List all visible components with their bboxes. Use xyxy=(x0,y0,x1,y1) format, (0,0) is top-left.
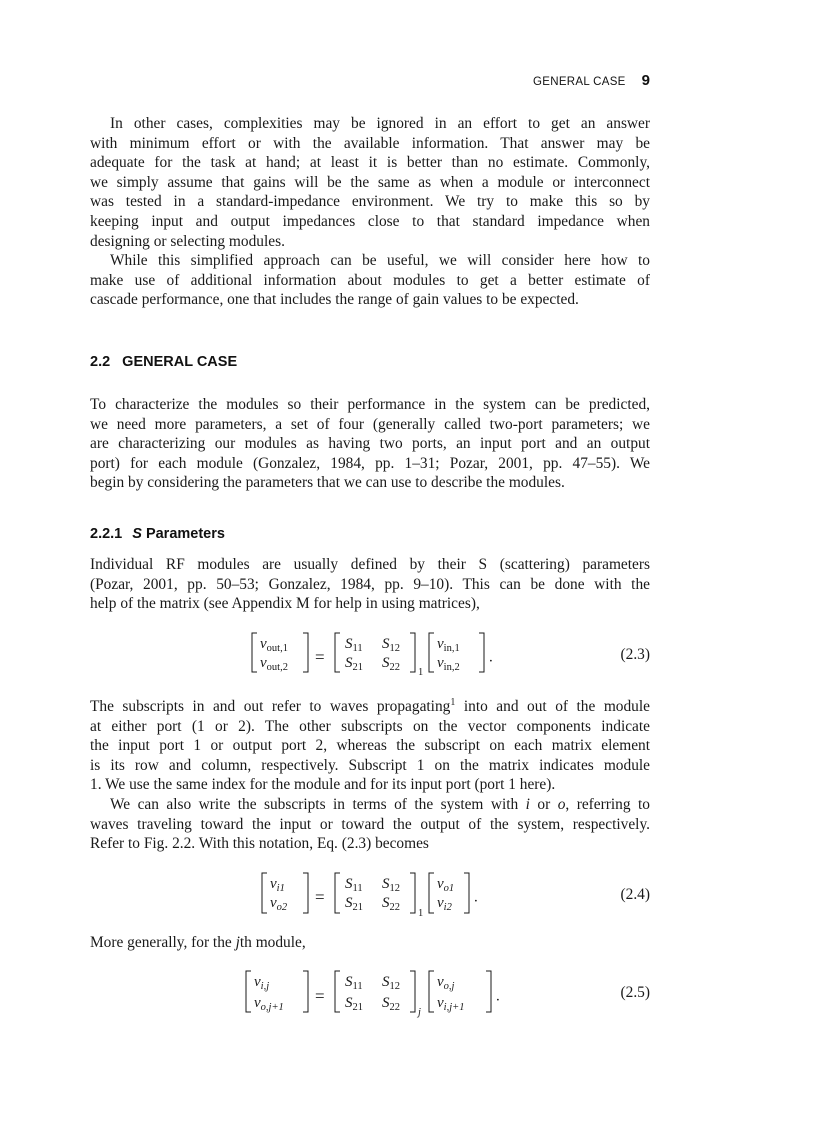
matrix-bracket-right xyxy=(410,971,415,1012)
lhs-bracket-right xyxy=(303,873,308,913)
subsection-title: Parameters xyxy=(141,526,225,542)
rhs-element-2: $v_{i,j+1}$ xyxy=(437,995,465,1013)
intro-paragraph-1 xyxy=(90,114,650,251)
text-line xyxy=(90,795,650,815)
footnote-marker[interactable]: 1 xyxy=(450,696,456,708)
equation-number: (2.5) xyxy=(620,984,650,1001)
equation-number: (2.3) xyxy=(620,646,650,663)
equation-2-5 xyxy=(90,970,650,1018)
text-fragment: into and out of the module xyxy=(455,698,650,715)
lhs-bracket-left xyxy=(252,633,257,672)
equation-period: . xyxy=(474,889,478,906)
subsection-paragraph-3 xyxy=(90,795,650,854)
text-line: keeping input and output impedances close to that standard impedance when xyxy=(90,212,650,230)
section-heading xyxy=(90,354,237,370)
text-line: adequate for the task at hand; at least it is better than no estimate. Commonly, xyxy=(90,154,650,172)
equation-2-5-math xyxy=(90,970,650,1018)
text-line: cascade performance, one that includes the range of gain values to be expected. xyxy=(90,291,579,309)
subsection-heading xyxy=(90,526,225,542)
rhs-bracket-left xyxy=(429,633,434,672)
lhs-bracket-left xyxy=(262,873,267,913)
text-fragment: We can also write the subscripts in terms of the system with xyxy=(110,796,526,813)
text-line: To characterize the modules so their performance in the system can be predicted, xyxy=(90,396,650,413)
equation-2-3-math xyxy=(90,630,650,678)
matrix-element-s22: $S_{22}$ xyxy=(382,895,400,913)
matrix-module-subscript: j xyxy=(418,1007,421,1018)
book-page xyxy=(90,0,650,1123)
text-line xyxy=(90,933,650,953)
matrix-bracket-right xyxy=(410,633,415,672)
text-fragment: or xyxy=(529,796,558,813)
text-line: In other cases, complexities may be ignored in an effort to get an answer xyxy=(110,115,650,132)
matrix-element-s21: $S_{21}$ xyxy=(345,655,363,673)
text-fragment: The subscripts in and out refer to waves propagating xyxy=(90,698,451,715)
rhs-element-2: $v_{i2}$ xyxy=(437,895,452,913)
lhs-element-1: $v_{i1}$ xyxy=(270,876,285,894)
equation-period: . xyxy=(489,649,493,666)
matrix-element-s21: $S_{21}$ xyxy=(345,995,363,1013)
equation-number: (2.4) xyxy=(620,886,650,903)
matrix-element-s12: $S_{12}$ xyxy=(382,974,400,992)
lhs-element-2: $v_{o2}$ xyxy=(270,895,288,913)
text-line: we simply assume that gains will be the same as when a module or interconnect xyxy=(90,173,650,191)
section-number: 2.2 xyxy=(90,354,111,370)
lhs-element-1: $v_{out,1}$ xyxy=(260,636,288,654)
rhs-element-1: $v_{o1}$ xyxy=(437,876,455,894)
lhs-element-2: $v_{out,2}$ xyxy=(260,655,288,673)
rhs-bracket-right xyxy=(464,873,469,913)
text-line: make use of additional information about modules to get a better estimate of xyxy=(90,271,650,289)
text-fragment: More generally, for the xyxy=(90,934,236,951)
lhs-bracket-right xyxy=(303,633,308,672)
subsection-number: 2.2.1 xyxy=(90,526,123,542)
text-fragment: , referring to xyxy=(565,796,650,813)
matrix-element-s12: $S_{12}$ xyxy=(382,636,400,654)
text-line: designing or selecting modules. xyxy=(90,232,285,250)
text-line: at either port (1 or 2). The other subscripts on the vector components indicate xyxy=(90,717,650,735)
text-line: While this simplified approach can be useful, we will consider here how to xyxy=(110,252,650,269)
text-line: was tested in a standard-impedance environment. We try to make this so by xyxy=(90,193,650,211)
text-line: waves traveling toward the input or toward the output of the system, respectively. xyxy=(90,815,650,833)
text-line: help of the matrix (see Appendix M for help in using matrices), xyxy=(90,595,480,613)
text-line xyxy=(90,697,650,717)
text-line: is its row and column, respectively. Subscript 1 on the matrix indicates module xyxy=(90,756,650,774)
equals-sign: = xyxy=(315,986,325,1006)
matrix-element-s11: $S_{11}$ xyxy=(345,974,363,992)
rhs-bracket-left xyxy=(429,873,434,913)
matrix-element-s11: $S_{11}$ xyxy=(345,876,363,894)
running-header xyxy=(533,72,650,89)
matrix-element-s12: $S_{12}$ xyxy=(382,876,400,894)
text-line: (Pozar, 2001, pp. 50–53; Gonzalez, 1984, pp. 9–10). This can be done with the xyxy=(90,575,650,593)
rhs-bracket-right xyxy=(486,971,491,1012)
text-line: Individual RF modules are usually defined by their S (scattering) parameters xyxy=(90,556,650,573)
matrix-bracket-left xyxy=(335,971,340,1012)
subsection-title-symbol: S xyxy=(132,526,142,542)
lhs-element-2: $v_{o,j+1}$ xyxy=(254,995,284,1013)
lhs-bracket-right xyxy=(303,971,308,1012)
rhs-element-1: $v_{in,1}$ xyxy=(437,636,460,654)
equals-sign: = xyxy=(315,887,325,907)
lhs-bracket-left xyxy=(246,971,251,1012)
equation-period: . xyxy=(496,988,500,1005)
lhs-element-1: $v_{i,j}$ xyxy=(254,974,270,992)
matrix-module-subscript: 1 xyxy=(418,667,424,678)
rhs-element-1: $v_{o,j}$ xyxy=(437,974,455,992)
section-title: GENERAL CASE xyxy=(122,354,238,370)
text-line: the input port 1 or output port 2, whereas the subscript on each matrix element xyxy=(90,737,650,755)
matrix-element-s11: $S_{11}$ xyxy=(345,636,363,654)
text-line: Refer to Fig. 2.2. With this notation, Eq. (2.3) becomes xyxy=(90,835,429,853)
section-paragraph xyxy=(90,395,650,493)
matrix-element-s21: $S_{21}$ xyxy=(345,895,363,913)
equals-sign: = xyxy=(315,647,325,667)
matrix-bracket-left xyxy=(335,873,340,913)
page-number: 9 xyxy=(641,72,650,89)
matrix-bracket-right xyxy=(410,873,415,913)
text-line: are characterizing our modules as having two ports, an input port and an output xyxy=(90,435,650,453)
rhs-bracket-left xyxy=(429,971,434,1012)
matrix-element-s22: $S_{22}$ xyxy=(382,655,400,673)
subsection-paragraph-4 xyxy=(90,933,650,953)
rhs-element-2: $v_{in,2}$ xyxy=(437,655,460,673)
text-line: with minimum effort or with the available information. That answer may be xyxy=(90,134,650,152)
subsection-paragraph-1 xyxy=(90,555,650,614)
math-symbol: o xyxy=(557,796,566,813)
matrix-bracket-left xyxy=(335,633,340,672)
text-fragment: th module, xyxy=(239,934,306,951)
math-symbol: j xyxy=(235,934,240,951)
running-title: GENERAL CASE xyxy=(533,76,626,88)
equation-2-4 xyxy=(90,873,650,917)
equation-2-3 xyxy=(90,630,650,678)
equation-2-4-math xyxy=(90,873,650,917)
matrix-element-s22: $S_{22}$ xyxy=(382,995,400,1013)
subsection-paragraph-2 xyxy=(90,697,650,795)
intro-paragraph-2 xyxy=(90,251,650,310)
rhs-bracket-right xyxy=(479,633,484,672)
text-line: we need more parameters, a set of four (generally called two-port parameters; we xyxy=(90,415,650,433)
matrix-module-subscript: 1 xyxy=(418,908,424,919)
text-line: begin by considering the parameters that we can use to describe the modules. xyxy=(90,474,565,492)
text-line: port) for each module (Gonzalez, 1984, pp. 1–31; Pozar, 2001, pp. 47–55). We xyxy=(90,454,650,472)
text-line: 1. We use the same index for the module and for its input port (port 1 here). xyxy=(90,776,556,794)
math-symbol: i xyxy=(525,796,530,813)
